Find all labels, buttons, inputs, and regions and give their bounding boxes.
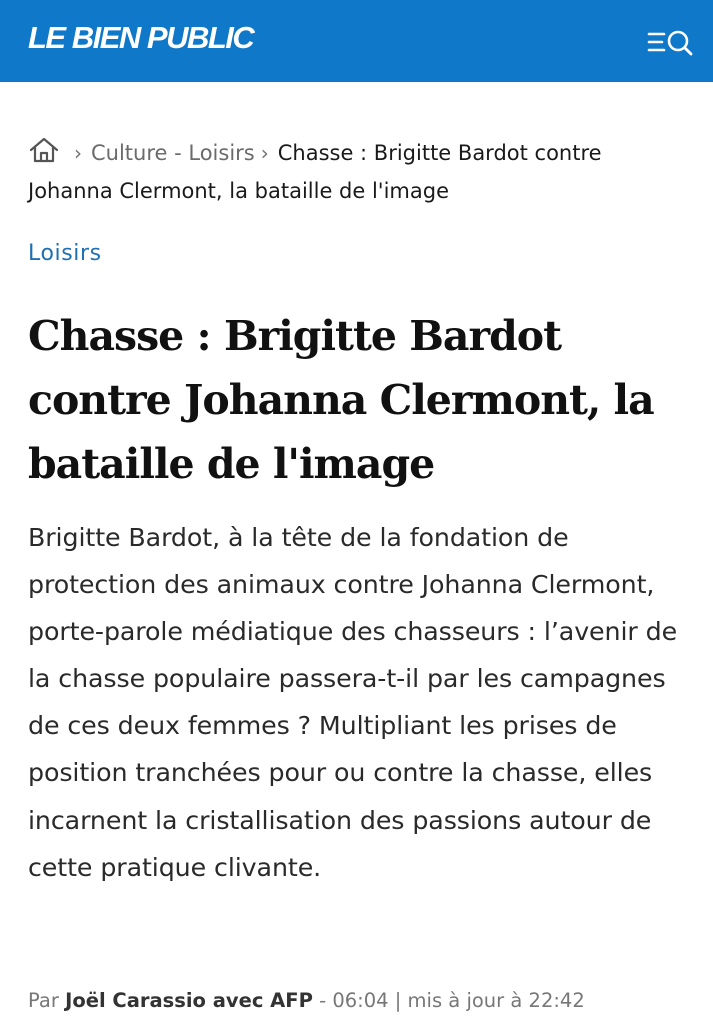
- site-logo[interactable]: LE BIEN PUBLIC: [28, 20, 254, 55]
- article-byline: [28, 985, 585, 1017]
- breadcrumb-link-culture-loisirs[interactable]: Culture - Loisirs: [91, 141, 255, 165]
- breadcrumb-separator: ›: [260, 141, 269, 165]
- category-label[interactable]: Loisirs: [28, 241, 102, 266]
- byline-author: Joël Carassio avec AFP: [65, 989, 313, 1012]
- byline-dash: -: [319, 989, 327, 1012]
- breadcrumb-current-page: Chasse : Brigitte Bardot contre Johanna Clermont, la bataille de l'image: [28, 141, 602, 203]
- updated-time: 22:42: [528, 989, 585, 1012]
- breadcrumb: [28, 134, 668, 210]
- breadcrumb-separator: ›: [74, 141, 82, 165]
- updated-label: mis à jour à: [407, 989, 523, 1012]
- menu-search-icon[interactable]: [643, 24, 699, 60]
- byline-prefix: Par: [28, 989, 59, 1012]
- article-title: Chasse : Brigitte Bardot contre Johanna Clermont, la bataille de l'image: [28, 312, 654, 488]
- home-icon[interactable]: [28, 136, 60, 164]
- byline-divider: |: [394, 989, 402, 1012]
- article-lede: Brigitte Bardot, à la tête de la fondation de protection des animaux contre Johanna Clermont, porte-parole médiatique des chasseurs : l’avenir de la chasse populaire passera-t-il par les campagnes de ces deux femmes ? Multipliant les prises de position tranchées pour ou contre la chasse, elles incarnent la cristallisation des passions autour de cette pratique clivante.: [28, 523, 678, 882]
- published-time: 06:04: [332, 989, 389, 1012]
- site-header: [0, 0, 713, 82]
